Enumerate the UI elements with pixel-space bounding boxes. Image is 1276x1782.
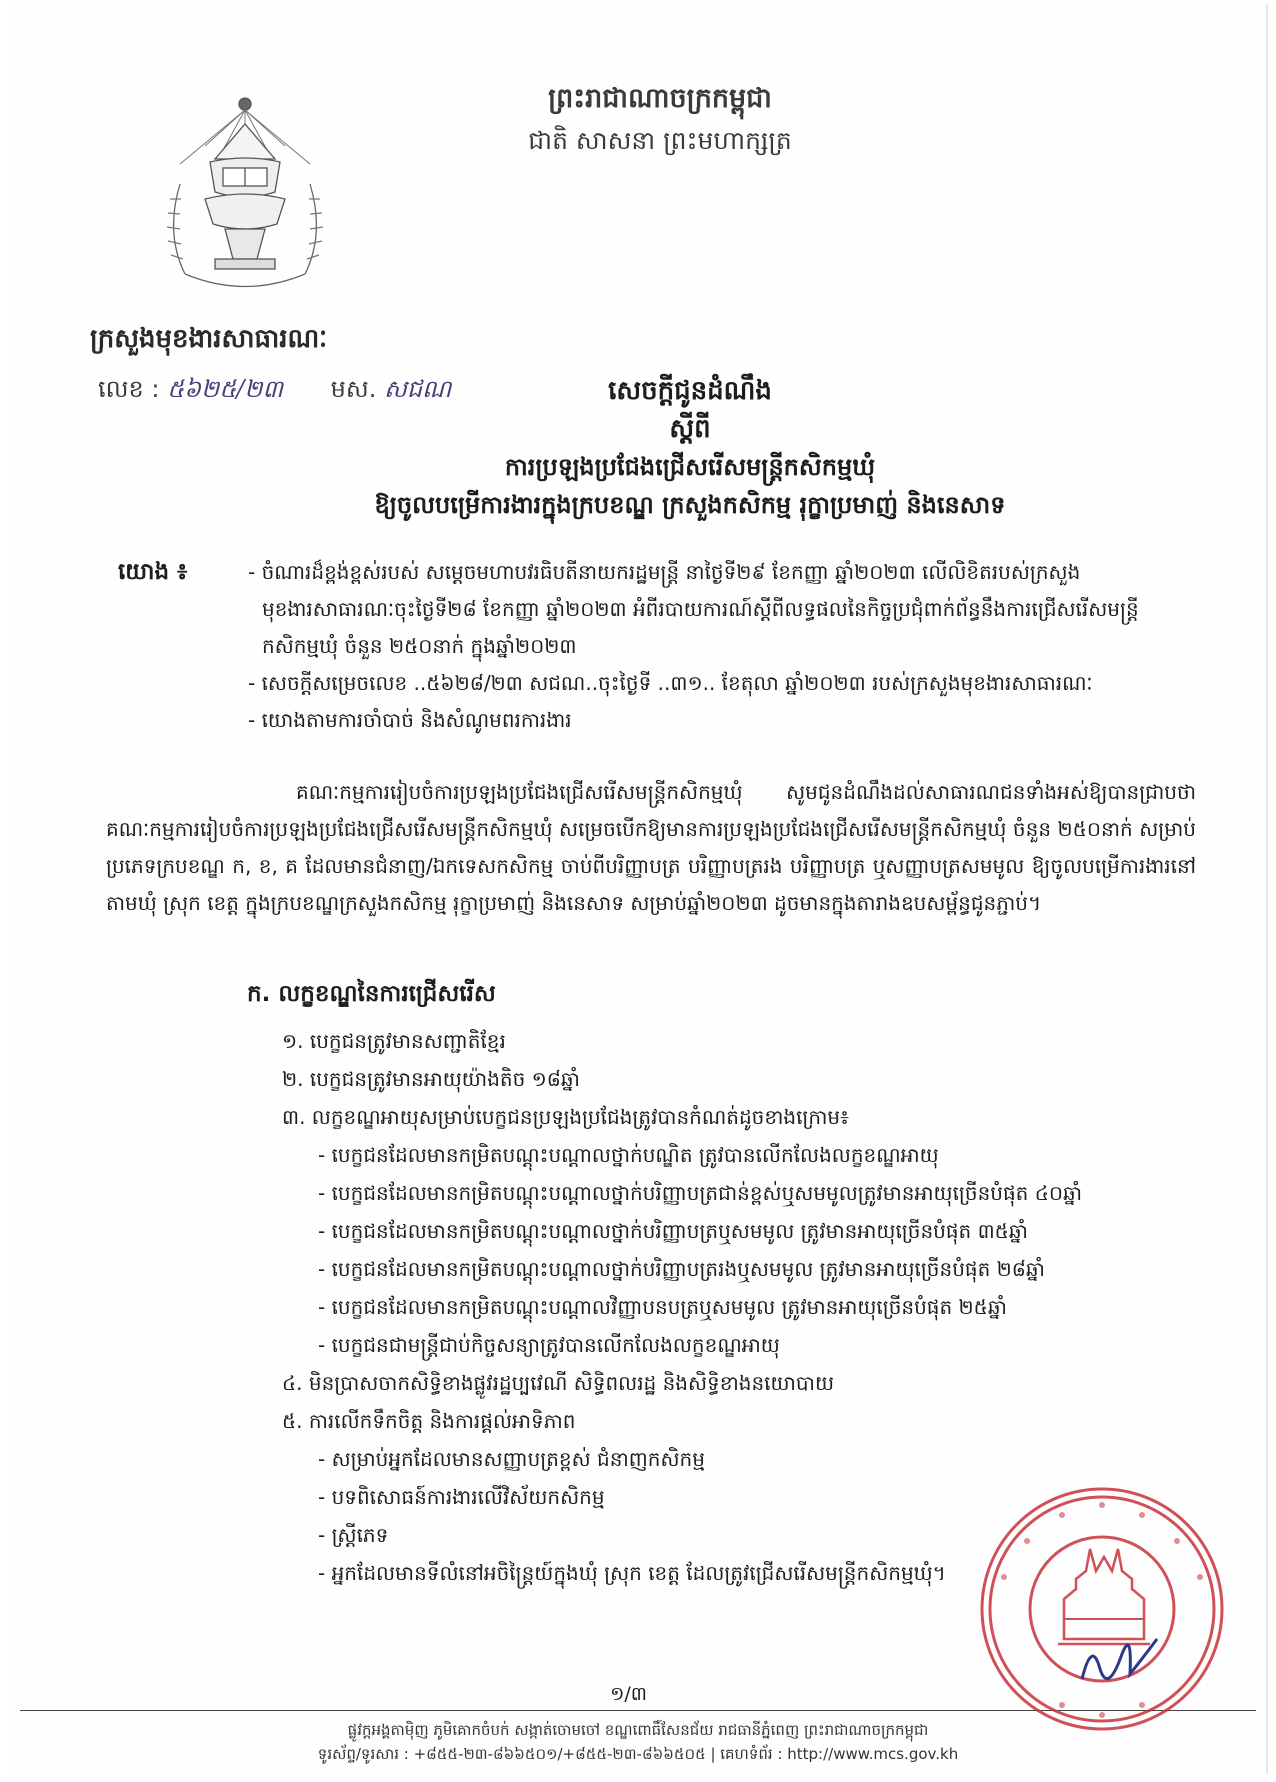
section-a-heading: ក. លក្ខខណ្ឌនៃការជ្រើសរើស bbox=[247, 981, 496, 1007]
ref-suffix-handwritten: សជណ bbox=[383, 375, 452, 403]
criteria-item: ៥. ការលើកទឹកចិត្ត និងការផ្តល់អាទិភាព bbox=[282, 1409, 576, 1433]
criteria-subitem: - បេក្ខជនដែលមានកម្រិតបណ្តុះបណ្តាលថ្នាក់បរិញ្ញាបត្រឬសមមូល ត្រូវមានអាយុច្រើនបំផុត ៣៥ឆ្នាំ bbox=[318, 1219, 1028, 1243]
criteria-item: ១. បេក្ខជនត្រូវមានសញ្ជាតិខ្មែរ bbox=[282, 1029, 506, 1053]
criteria-subitem: - បេក្ខជនជាមន្ត្រីជាប់កិច្ចសន្យាត្រូវបានលើកលែងលក្ខខណ្ឌអាយុ bbox=[318, 1333, 780, 1357]
criteria-subitem: - សម្រាប់អ្នកដែលមានសញ្ញាបត្រខ្ពស់ ជំនាញកសិកម្ម bbox=[318, 1447, 705, 1471]
ref-number-handwritten: ៥៦២៥/២៣ bbox=[167, 375, 283, 403]
reference-item: - សេចក្តីសម្រេចលេខ ..៥៦២៨/២៣ សជណ..ចុះថ្ងៃទី ..៣១.. ខែតុលា ឆ្នាំ២០២៣ របស់ក្រសួងមុខងារសាធារណៈ bbox=[248, 671, 1093, 695]
references-list bbox=[248, 554, 1198, 739]
criteria-item: ៣. លក្ខខណ្ឌអាយុសម្រាប់បេក្ខជនប្រឡងប្រជែងត្រូវបានកំណត់ដូចខាងក្រោម៖ bbox=[282, 1105, 849, 1129]
kingdom-heading: ព្រះរាជាណាចក្រកម្ពុជា bbox=[548, 83, 772, 114]
criteria-subitem: - ស្ត្រីភេទ bbox=[318, 1523, 389, 1547]
ref-number-label: លេខ : bbox=[98, 375, 160, 403]
title-line-3: ការប្រឡងប្រជែងជ្រើសរើសមន្ត្រីកសិកម្មឃុំ bbox=[504, 453, 876, 481]
page-number: ១/៣ bbox=[610, 1683, 648, 1705]
reference-item: - យោងតាមការចាំបាច់ និងសំណូមពរការងារ bbox=[248, 708, 572, 732]
criteria-item: ២. បេក្ខជនត្រូវមានអាយុយ៉ាងតិច ១៨ឆ្នាំ bbox=[282, 1067, 580, 1091]
announcement-paragraph: គណៈកម្មការរៀបចំការប្រឡងប្រជែងជ្រើសរើសមន្ត្រីកសិកម្មឃុំ សូមជូនដំណឹងដល់សាធារណជនទាំងអស់ឱ្យបានជ្រាបថា គណៈកម្មការរៀបចំការប្រឡងប្រជែងជ្រើសរើសមន្ត្រីកសិកម្មឃុំ សម្រេចបើកឱ្យមានការប្រឡងប្រជែងជ្រើសរើសមន្ត្រីកសិកម្មឃុំ ចំនួន ២៥០នាក់ សម្រាប់ប្រភេទក្របខណ្ឌ ក, ខ, គ ដែលមានជំនាញ/ឯកទេសកសិកម្ម ចាប់ពីបរិញ្ញាបត្រ បរិញ្ញាបត្ររង បរិញ្ញាបត្រ ឬសញ្ញាបត្រសមមូល ឱ្យចូលបម្រើការងារនៅតាមឃុំ ស្រុក ខេត្ត ក្នុងក្របខណ្ឌក្រសួងកសិកម្ម រុក្ខាប្រមាញ់ និងនេសាទ សម្រាប់ឆ្នាំ២០២៣ ដូចមានក្នុងតារាងឧបសម្ព័ន្ធជូនភ្ជាប់។ bbox=[106, 780, 1196, 915]
criteria-subitem: - អ្នកដែលមានទីលំនៅអចិន្ត្រៃយ៍ក្នុងឃុំ ស្រុក ខេត្ត ដែលត្រូវជ្រើសរើសមន្ត្រីកសិកម្មឃុំ។ bbox=[318, 1561, 946, 1585]
title-line-2: ស្តីពី bbox=[669, 414, 711, 444]
criteria-subitem: - បេក្ខជនដែលមានកម្រិតបណ្តុះបណ្តាលថ្នាក់បរិញ្ញាបត្ររងឬសមមូល ត្រូវមានអាយុច្រើនបំផុត ២៨ឆ្នាំ bbox=[318, 1257, 1045, 1281]
royal-emblem-icon bbox=[145, 84, 345, 299]
criteria-subitem: - បេក្ខជនដែលមានកម្រិតបណ្តុះបណ្តាលថ្នាក់បណ្ឌិត ត្រូវបានលើកលែងលក្ខខណ្ឌអាយុ bbox=[318, 1143, 939, 1167]
criteria-subitem: - បេក្ខជនដែលមានកម្រិតបណ្តុះបណ្តាលថ្នាក់បរិញ្ញាបត្រជាន់ខ្ពស់ឬសមមូលត្រូវមានអាយុច្រើនបំផុត ៤០ឆ្នាំ bbox=[318, 1181, 1083, 1205]
references-label: យោង ៖ bbox=[118, 559, 188, 585]
ministry-name: ក្រសួងមុខងារសាធារណៈ bbox=[90, 324, 328, 354]
national-motto: ជាតិ សាសនា ព្រះមហាក្សត្រ bbox=[528, 126, 792, 155]
criteria-subitem: - បទពិសោធន៍ការងារលើវិស័យកសិកម្ម bbox=[318, 1485, 605, 1509]
footer-address: ផ្លូវក្តអង្គតាម៉ិញ ភូមិគោកចំបក់ សង្កាត់ចោមចៅ ខណ្ឌពោធិ៍សែនជ័យ រាជធានីភ្នំពេញ ព្រះរាជាណាចក្រកម្ពុជា bbox=[347, 1721, 929, 1739]
criteria-item: ៤. មិនប្រាសចាកសិទ្ធិខាងផ្លូវរដ្ឋប្បវេណី សិទ្ធិពលរដ្ឋ និងសិទ្ធិខាងនយោបាយ bbox=[282, 1371, 834, 1395]
ref-suffix-label: មស. bbox=[330, 375, 377, 403]
title-line-1: សេចក្តីជូនដំណឹង bbox=[608, 376, 772, 406]
title-line-4: ឱ្យចូលបម្រើការងារក្នុងក្របខណ្ឌ ក្រសួងកសិកម្ម រុក្ខាប្រមាញ់ និងនេសាទ bbox=[374, 491, 1006, 519]
reference-item: - ចំណារដ៏ខ្ពង់ខ្ពស់របស់ សម្តេចមហាបវរធិបតីនាយករដ្ឋមន្ត្រី នាថ្ងៃទី២៩ ខែកញ្ញា ឆ្នាំ២០២៣ លើលិខិតរបស់ក្រសួងមុខងារសាធារណៈចុះថ្ងៃទី២៨ ខែកញ្ញា ឆ្នាំ២០២៣ អំពីរបាយការណ៍ស្តីពីលទ្ធផលនៃកិច្ចប្រជុំពាក់ព័ន្ធនឹងការជ្រើសរើសមន្ត្រីកសិកម្មឃុំ ចំនួន ២៥០នាក់ ក្នុងឆ្នាំ២០២៣ bbox=[248, 560, 1139, 658]
criteria-subitem: - បេក្ខជនដែលមានកម្រិតបណ្តុះបណ្តាលវិញ្ញាបនបត្រឬសមមូល ត្រូវមានអាយុច្រើនបំផុត ២៥ឆ្នាំ bbox=[318, 1295, 1007, 1319]
document-page bbox=[10, 4, 1268, 1774]
footer-contact: ទូរស័ព្ទ/ទូរសារ : +៨៥៥-២៣-៨៦៦៥០១/+៨៥៥-២៣-៨៦៦៥០៥ | គេហទំព័រ : http://www.mcs.gov.kh bbox=[317, 1745, 959, 1763]
notice-title bbox=[310, 372, 1070, 524]
official-stamp-icon bbox=[972, 1479, 1232, 1739]
